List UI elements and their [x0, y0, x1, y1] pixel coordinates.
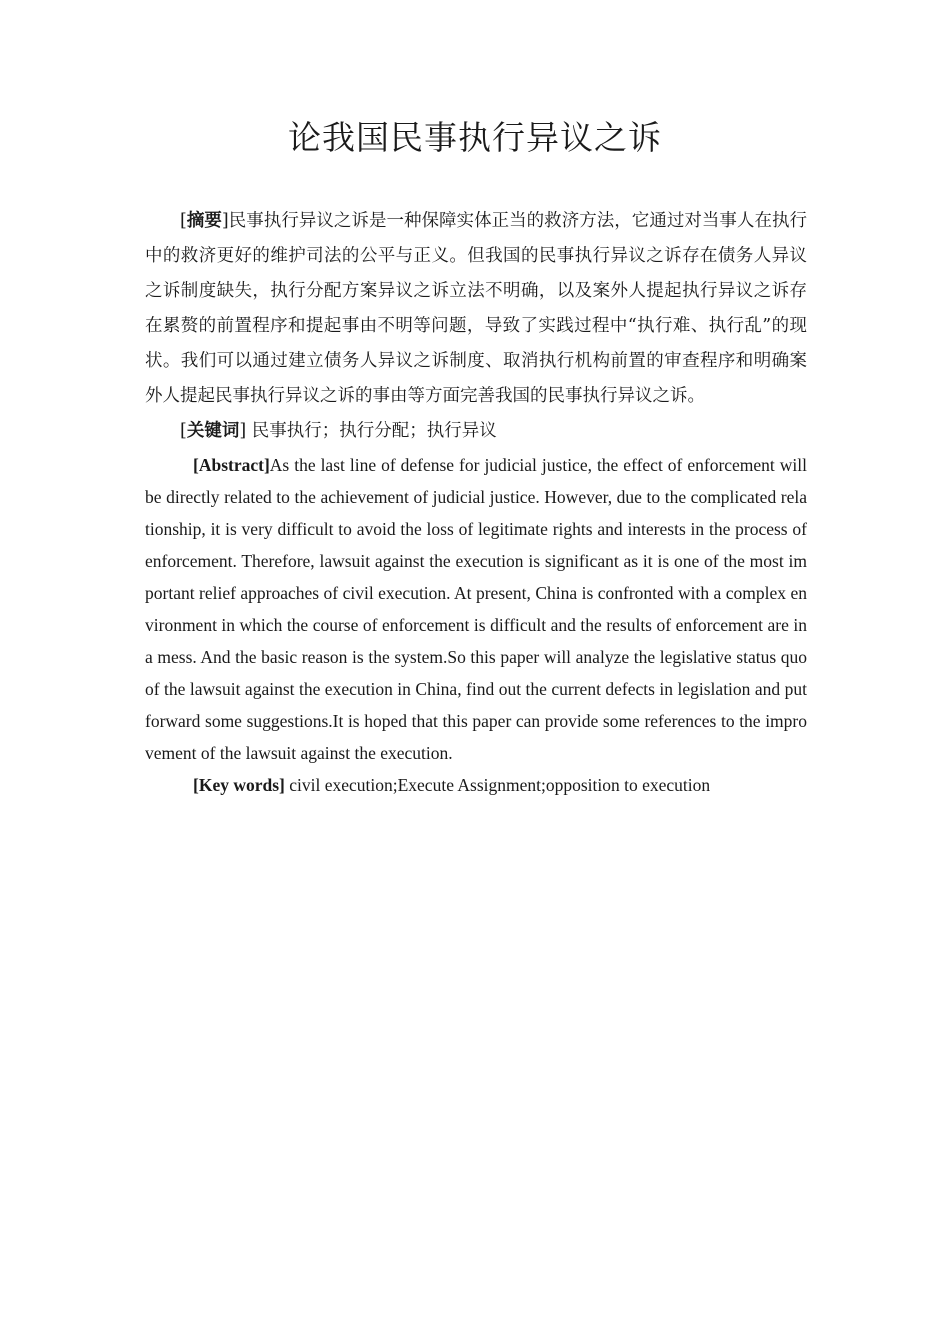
abstract-cn-open-bracket: [ — [180, 211, 187, 231]
abstract-cn — [145, 204, 807, 414]
keywords-cn-text: 民事执行；执行分配；执行异议 — [246, 421, 497, 441]
keywords-en-label: [Key words] — [193, 775, 285, 795]
page-title: 论我国民事执行异议之诉 — [288, 118, 662, 157]
keywords-en — [145, 769, 807, 801]
keywords-cn — [145, 414, 807, 449]
abstract-en-text: As the last line of defense for judicial justice, the effect of enforcement will be directly related to the achievement of judicial justice. However, due to the complicated relationship, it is very difficult to avoid the loss of legitimate rights and interests in the process of enforcement. Therefore, lawsuit against the execution is significant as it is one of the most important relief approaches of civil execution. At present, China is confronted with a complex environment in which the course of enforcement is difficult and the results of enforcement are in a mess. And the basic reason is the system.So this paper will analyze the legislative status quo of the lawsuit against the execution in China, find out the current defects in legislation and put forward some suggestions.It is hoped that this paper can provide some references to the improvement of the lawsuit against the execution. — [145, 455, 807, 763]
abstract-cn-label: 摘要 — [186, 211, 222, 231]
abstract-cn-close-bracket: ] — [221, 211, 229, 231]
keywords-en-text: civil execution;Execute Assignment;opposition to execution — [284, 775, 711, 795]
abstract-cn-text: 民事执行异议之诉是一种保障实体正当的救济方法，它通过对当事人在执行中的救济更好的维护司法的公平与正义。但我国的民事执行异议之诉存在债务人异议之诉制度缺失，执行分配方案异议之诉立法不明确，以及案外人提起执行异议之诉存在累赘的前置程序和提起事由不明等问题，导致了实践过程中“执行难、执行乱”的现状。我们可以通过建立债务人异议之诉制度、取消执行机构前置的审查程序和明确案外人提起民事执行异议之诉的事由等方面完善我国的民事执行异议之诉。 — [145, 211, 808, 406]
abstract-en-label: [Abstract] — [193, 455, 270, 475]
keywords-cn-close-bracket: ] — [239, 421, 247, 441]
abstract-en — [145, 449, 807, 769]
keywords-cn-open-bracket: [ — [180, 421, 187, 441]
abstract-section — [145, 204, 807, 801]
keywords-cn-label: 关键词 — [186, 421, 240, 441]
